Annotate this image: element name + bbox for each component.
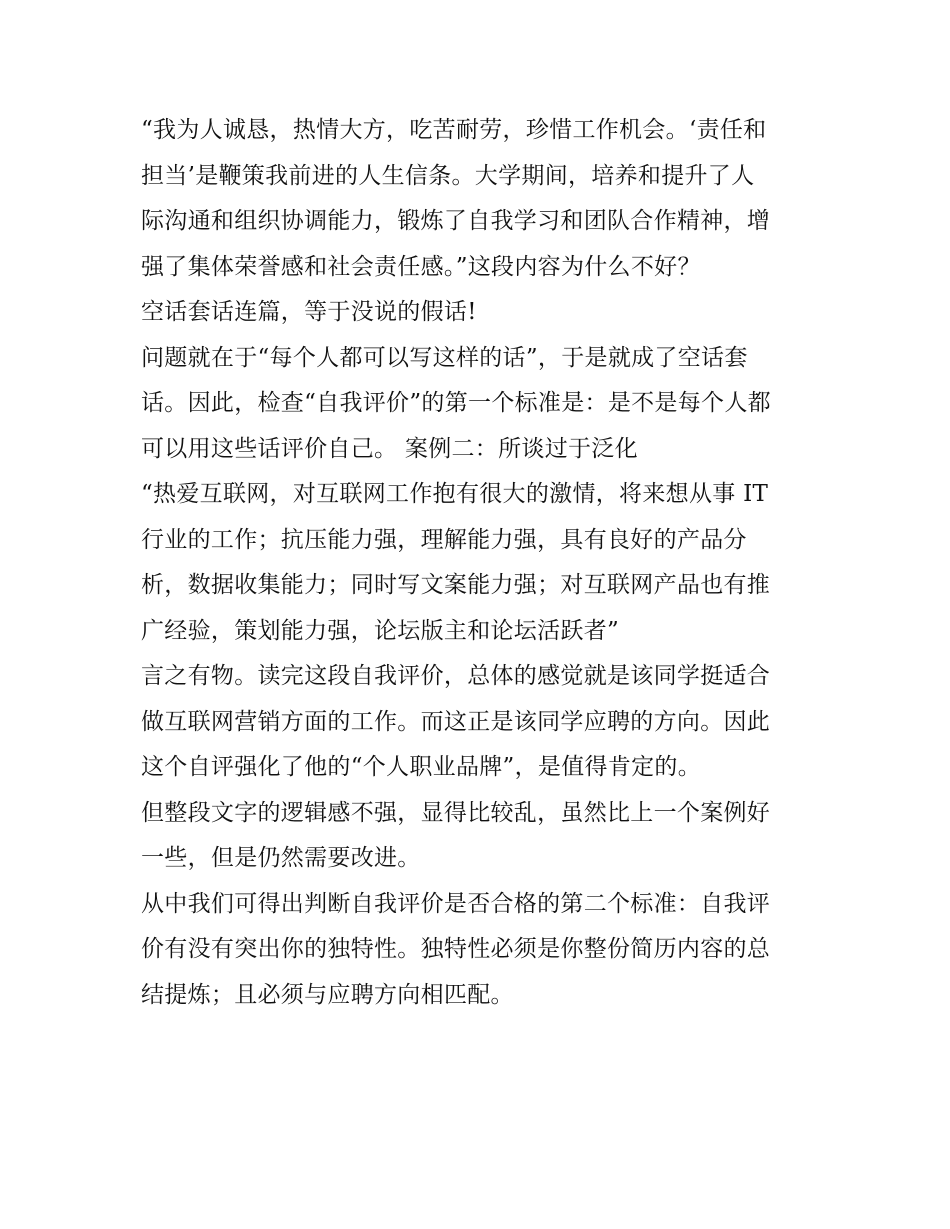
text-line: 价有没有突出你的独特性。独特性必须是你整份简历内容的总: [141, 936, 771, 962]
text-line: 强了集体荣誉感和社会责任感。”这段内容为什么不好？: [141, 253, 701, 280]
text-line: 担当’是鞭策我前进的人生信条。大学期间，培养和提升了人: [141, 162, 755, 189]
text-line: “我为人诚恳，热情大方，吃苦耐劳，珍惜工作机会。‘责任和: [141, 117, 767, 143]
body-text: [141, 108, 821, 1018]
text-line: 但整段文字的逻辑感不强，显得比较乱，虽然比上一个案例好: [141, 799, 771, 826]
text-line: 空话套话连篇，等于没说的假话!: [141, 299, 477, 325]
text-line: 一些，但是仍然需要改进。: [141, 845, 421, 871]
text-line: 做互联网营销方面的工作。而这正是该同学应聘的方向。因此: [141, 708, 771, 735]
text-line: 从中我们可得出判断自我评价是否合格的第二个标准：自我评: [141, 890, 771, 917]
text-line: “热爱互联网，对互联网工作抱有很大的激情，将来想从事 IT: [141, 481, 769, 507]
text-line: 际沟通和组织协调能力，锻炼了自我学习和团队合作精神，增: [141, 208, 771, 234]
text-line: 行业的工作；抗压能力强，理解能力强，具有良好的产品分: [141, 526, 747, 553]
text-line: 言之有物。读完这段自我评价，总体的感觉就是该同学挺适合: [141, 663, 771, 689]
text-line: 这个自评强化了他的“个人职业品牌”，是值得肯定的。: [141, 754, 702, 780]
text-line: 可以用这些话评价自己。 案例二：所谈过于泛化: [141, 435, 638, 462]
text-line: 广经验，策划能力强，论坛版主和论坛活跃者”: [141, 617, 620, 644]
text-line: 析，数据收集能力；同时写文案能力强；对互联网产品也有推: [141, 572, 771, 598]
text-line: 结提炼；且必须与应聘方向相匹配。: [141, 981, 514, 1008]
text-line: 问题就在于“每个人都可以写这样的话”，于是就成了空话套: [141, 344, 748, 371]
text-line: 话。因此，检查“自我评价”的第一个标准是：是不是每个人都: [141, 390, 771, 416]
